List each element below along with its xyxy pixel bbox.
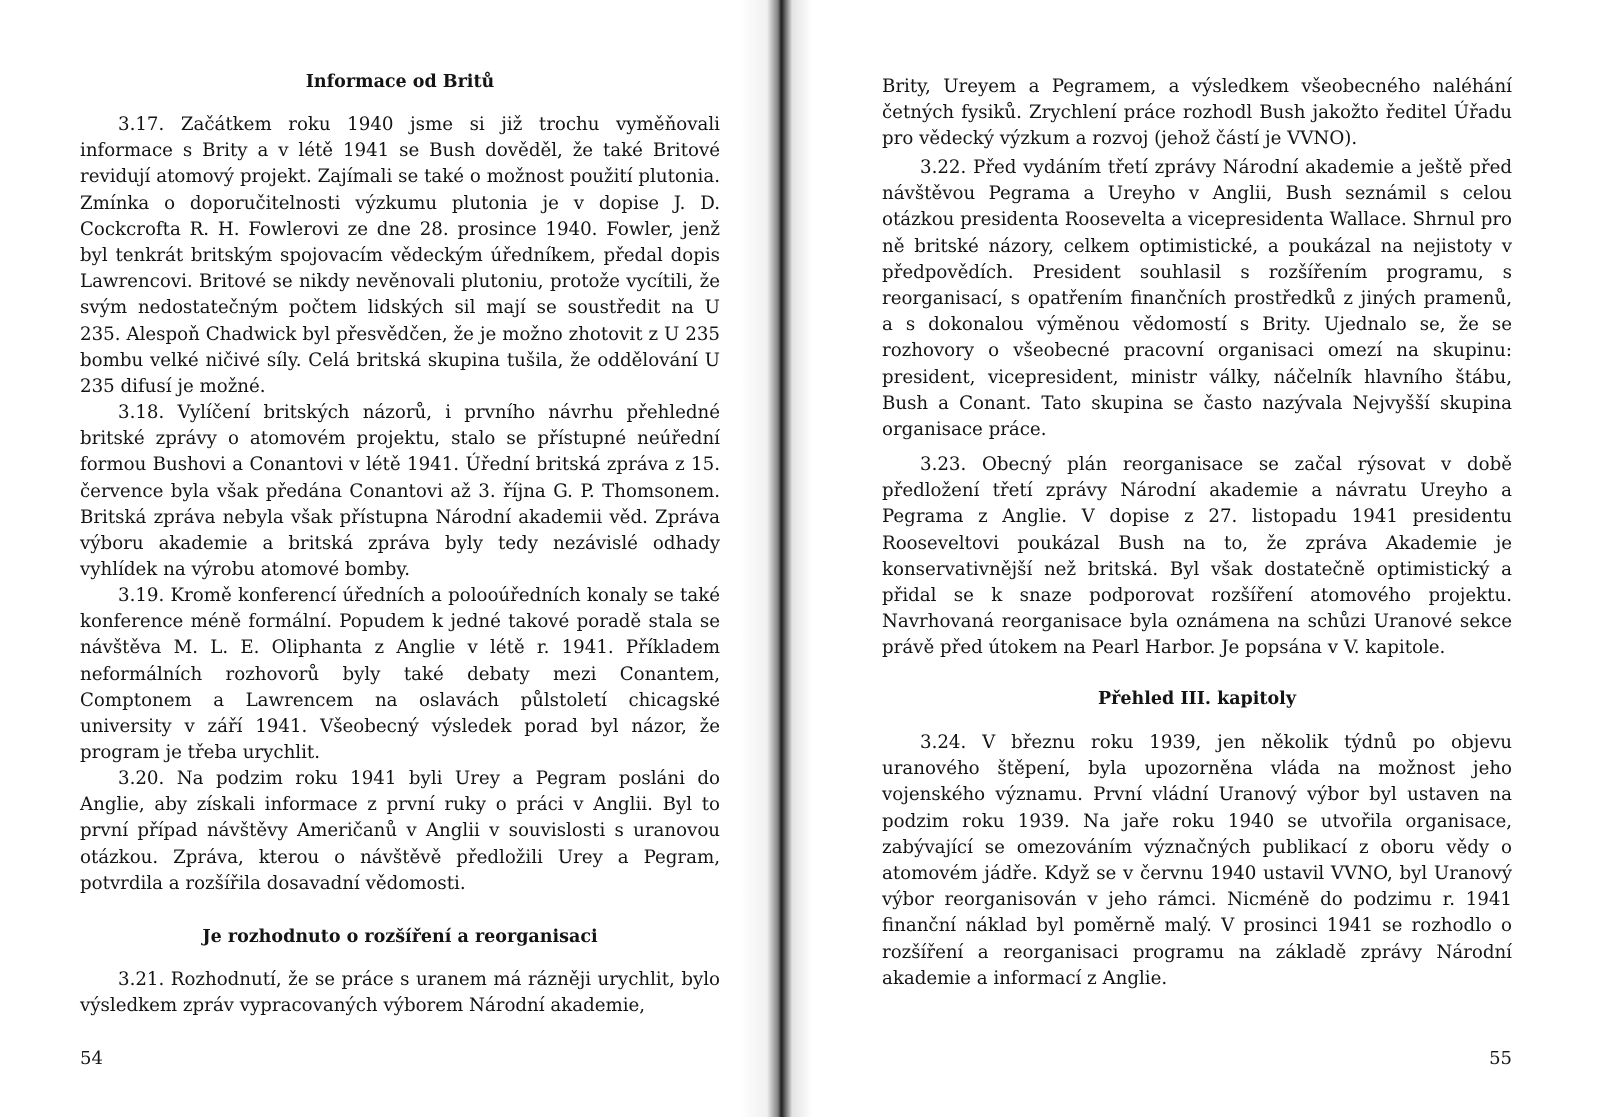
paragraph-3-20: 3.20. Na podzim roku 1941 byli Urey a Pegram posláni do Anglie, aby získali informace z první ruky o práci v Anglii. Byl to první případ návštěvy Američanů v Anglii v souvislosti s uranovou otázkou. Zpráva, kterou o návštěvě předložili Urey a Pegram, potvrdila a rozšířila dosavadní vědomosti. [80, 768, 720, 894]
section-heading-rozhodnuto: Je rozhodnuto o rozšíření a reorganisaci [202, 927, 598, 947]
paragraph-3-24: 3.24. V březnu roku 1939, jen několik týdnů po objevu uranového štěpení, byla upozorněna vláda na možnost jeho vojenského významu. První vládní Uranový výbor byl ustaven na podzim roku 1939. Na jaře roku 1940 se utvořila organisace, zabývající se omezováním význačných publikací z oboru vědy o atomovém jádře. Když se v červnu 1940 ustavil VVNO, byl Uranový výbor reorganisován v jeho rámci. Nicméně do podzimu r. 1941 finanční náklad byl poměrně malý. V prosinci 1941 se rozhodlo o rozšíření a reorganisaci programu na základě zprávy Národní akademie a informací z Anglie. [882, 732, 1512, 989]
paragraph-3-22: 3.22. Před vydáním třetí zprávy Národní akademie a ještě před návštěvou Pegrama a Ureyho v Anglii, Bush seznámil s celou otázkou presidenta Roosevelta a vicepresidenta Wallace. Shrnul pro ně britské názory, celkem optimistické, a poukázal na nejistoty v předpovědích. President souhlasil s rozšířením programu, s reorganisací, s opatřením finančních prostředků z jiných pramenů, a s dokonalou výměnou vědomostí s Brity. Ujednalo se, že se rozhovory o všeobecné pracovní organisaci omezí na skupinu: president, vicepresident, ministr války, náčelník hlavního štábu, Bush a Conant. Tato skupina se často nazývala Nejvyšší skupina organisace práce. [882, 157, 1512, 441]
paragraph-3-19: 3.19. Kromě konferencí úředních a polooúředních konaly se také konference méně formální. Popudem k jedné takové poradě stala se návštěva M. L. E. Oliphanta z Anglie v létě r. 1941. Příkladem neformálních rozhovorů byly také debaty mezi Conantem, Comptonem a Lawrencem na oslavách půlstoletí chicagské university v září 1941. Všeobecný výsledek porad byl názor, že program je třeba urychlit. [80, 585, 720, 764]
paragraph-3-18: 3.18. Vylíčení britských názorů, i prvního návrhu přehledné britské zprávy o atomovém projektu, stalo se přístupné neúřední formou Bushovi a Conantovi v létě 1941. Úřední britská zpráva z 15. července byla však předána Conantovi až 3. října G. P. Thomsonem. Britská zpráva nebyla však přístupna Národní akademii věd. Zpráva výboru akademie a britská zpráva byly tedy nezávislé odhady vyhlídek na výrobu atomové bomby. [80, 402, 720, 581]
book-gutter [740, 0, 830, 1117]
paragraph-3-21-start: 3.21. Rozhodnutí, že se práce s uranem má rázněji urychlit, bylo výsledkem zpráv vypracovaných výborem Národní akademie, [80, 969, 720, 1017]
left-page [80, 0, 720, 1117]
paragraph-3-21-continued: Brity, Ureyem a Pegramem, a výsledkem všeobecného naléhání četných fysiků. Zrychlení práce rozhodl Bush jakožto ředitel Úřadu pro vědecký výzkum a rozvoj (jehož částí je VVNO). [882, 76, 1512, 150]
page-number-left: 54 [80, 1048, 103, 1069]
paragraph-3-23: 3.23. Obecný plán reorganisace se začal rýsovat v době předložení třetí zprávy Národní akademie a návratu Ureyho a Pegrama z Anglie. V dopise z 27. listopadu 1941 presidentu Rooseveltovi poukázal Bush na to, že zpráva Akademie je konservativnější než britská. Byl však dostatečně optimistický a přidal se k snaze podporovat rozšíření atomového projektu. Navrhovaná reorganisace byla oznámena na schůzi Uranové sekce právě před útokem na Pearl Harbor. Je popsána v V. kapitole. [882, 454, 1512, 659]
section-heading-informace: Informace od Britů [305, 72, 495, 92]
paragraph-3-17: 3.17. Začátkem roku 1940 jsme si již trochu vyměňovali informace s Brity a v létě 1941 se Bush dověděl, že také Britové revidují atomový projekt. Zajímali se také o možnost použití plutonia. Zmínka o doporučitelnosti výzkumu plutonia je v dopise J. D. Cockcrofta R. H. Fowlerovi ze dne 28. prosince 1940. Fowler, jenž byl tenkrát britským spojovacím vědeckým úředníkem, předal dopis Lawrencovi. Britové se nikdy nevěnovali plutoniu, protože vycítili, že svým nedostatečným počtem lidských sil mají se soustředit na U 235. Alespoň Chadwick byl přesvědčen, že je možno zhotovit z U 235 bombu velké ničivé síly. Celá britská skupina tušila, že oddělování U 235 difusí je možné. [80, 114, 720, 398]
page-number-right: 55 [1489, 1048, 1512, 1069]
section-heading-prehled: Přehled III. kapitoly [1097, 689, 1296, 709]
right-page [882, 0, 1512, 1117]
